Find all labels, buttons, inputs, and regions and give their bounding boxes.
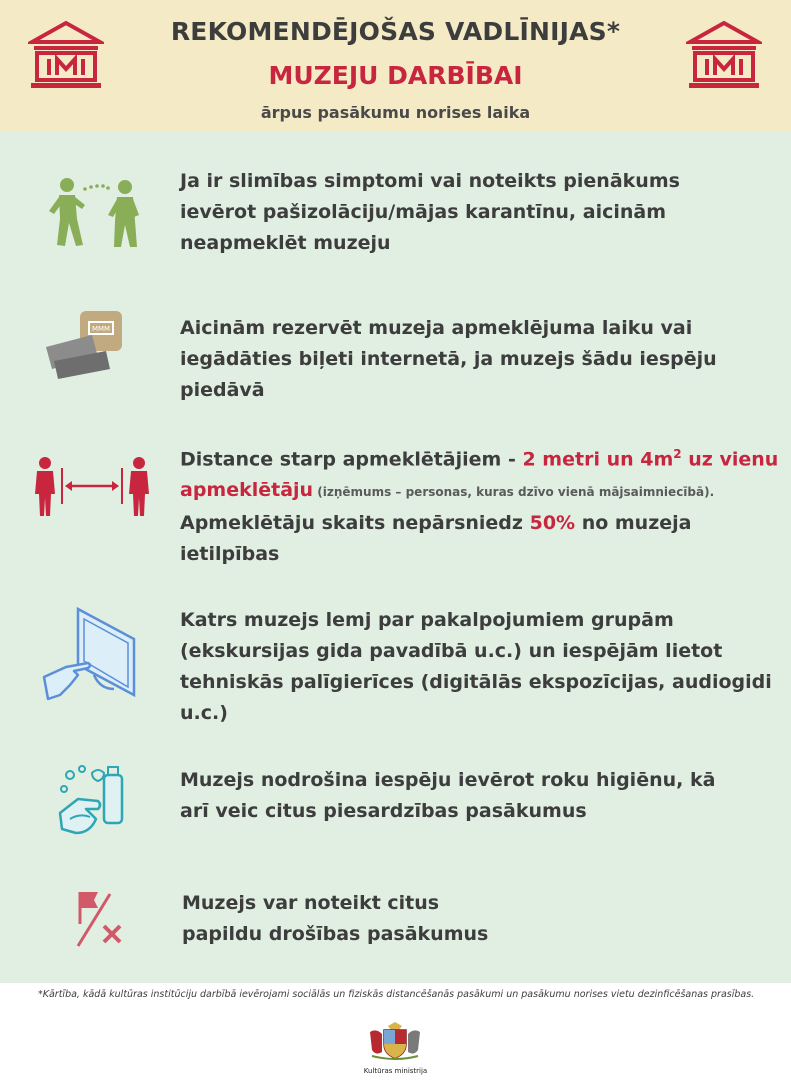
page-title: REKOMENDĒJOŠAS VADLĪNIJAS* (170, 17, 621, 46)
touchscreen-icon (40, 605, 140, 705)
svg-text:MMM: MMM (91, 325, 111, 333)
guidelines-list (0, 131, 791, 983)
museum-icon (686, 20, 762, 92)
flag-cross-icon (68, 888, 126, 950)
distance-icon (32, 456, 156, 518)
footnote: *Kārtība, kādā kultūras institūciju darbībā ievērojami sociālās un fiziskās distancēšanās pasākumi un pasākumu norises vietu dezinficēšanas prasības. (38, 989, 755, 1000)
coat-of-arms-icon (366, 1020, 424, 1060)
guideline-1: Ja ir slimības simptomi vai noteikts pienākums ievērot pašizolāciju/mājas karantīnu, aicinām neapmeklēt muzeju (180, 170, 680, 254)
guideline-2: Aicinām rezervēt muzeja apmeklējuma laiku vai iegādāties biļeti internetā, ja muzejs šādu iespēju piedāvā (180, 317, 717, 401)
sick-people-icon (45, 171, 145, 251)
tickets-icon (40, 309, 128, 384)
header (0, 0, 791, 131)
hand-washing-icon (56, 763, 130, 837)
guideline-5: Muzejs nodrošina iespēju ievērot roku higiēnu, kā arī veic citus piesardzības pasākumus (180, 769, 716, 822)
guideline-4: Katrs muzejs lemj par pakalpojumiem grupām (ekskursijas gida pavadībā u.c.) un iespējām lietot tehniskās palīgierīces (digitālās ekspozīcijas, audiogidi u.c.) (180, 609, 772, 724)
footer (0, 983, 791, 1080)
guideline-6: Muzejs var noteikt citus papildu drošības pasākumus (182, 892, 489, 945)
guideline-3: Distance starp apmeklētājiem - 2 metri un $4m^2$ uz vienu apmeklētāju (izņēmums – personas, kuras dzīvo vienā mājsaimniecībā). Apmeklētāju skaits nepārsniedz 50% no muzeja ietilpības (180, 447, 779, 566)
ministry-label: Kultūras ministrija (363, 1067, 428, 1075)
page-subtitle-red: MUZEJU DARBĪBAI (268, 61, 523, 90)
page-subtitle: ārpus pasākumu norises laika (260, 103, 531, 122)
